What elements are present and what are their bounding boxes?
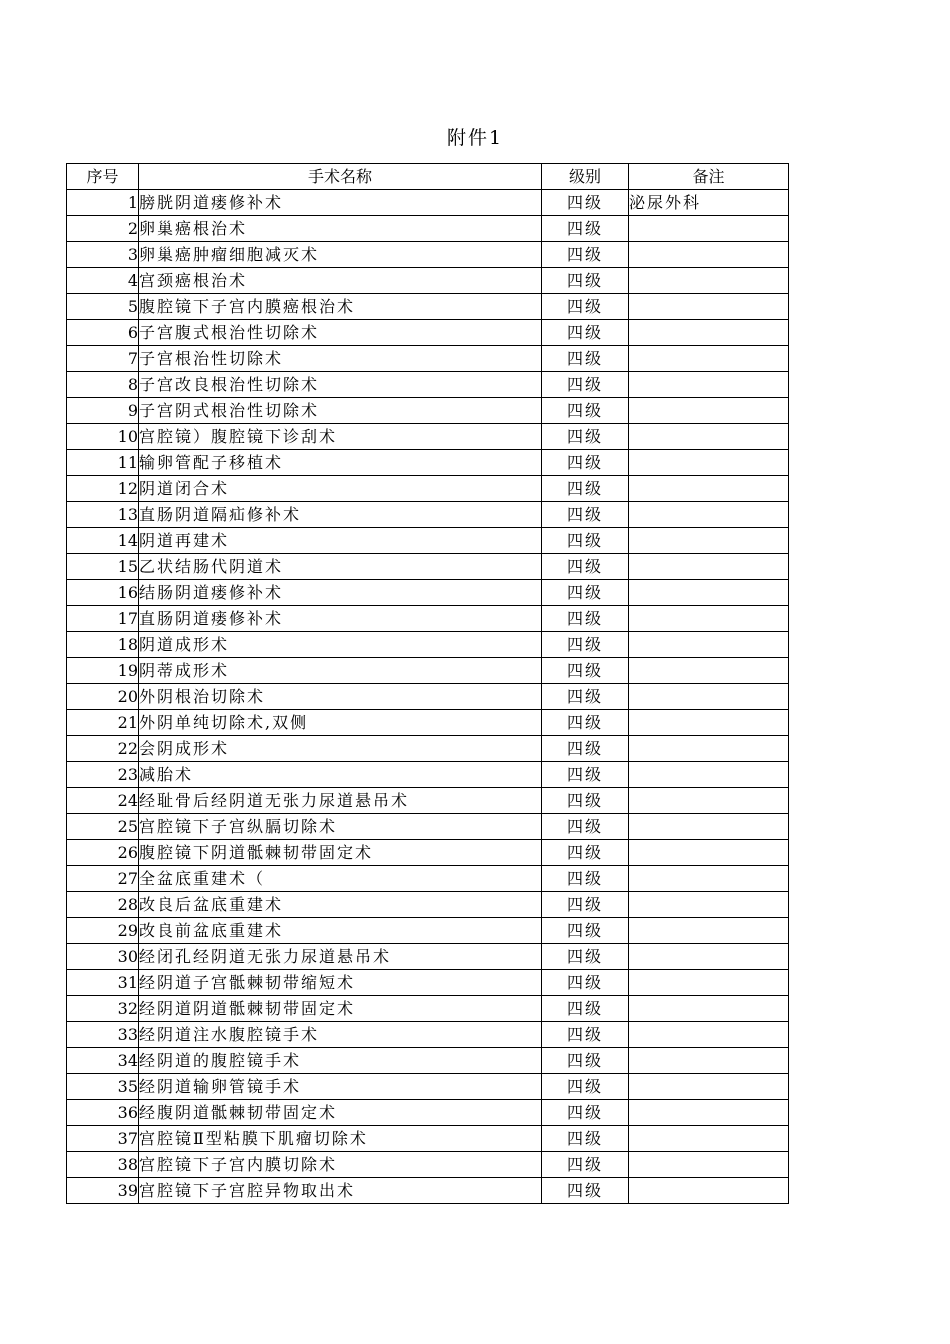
table-row: [67, 242, 789, 268]
table-row: [67, 294, 789, 320]
row-surgery-name: 阴道成形术: [139, 632, 542, 658]
row-index: 2: [67, 216, 139, 242]
row-surgery-name: 阴蒂成形术: [139, 658, 542, 684]
row-level: 四级: [542, 1048, 629, 1074]
row-level: 四级: [542, 398, 629, 424]
row-level: 四级: [542, 762, 629, 788]
row-index: 4: [67, 268, 139, 294]
row-note: [629, 424, 789, 450]
row-note: [629, 710, 789, 736]
row-surgery-name: 经闭孔经阴道无张力尿道悬吊术: [139, 944, 542, 970]
row-index: 17: [67, 606, 139, 632]
row-surgery-name: 改良后盆底重建术: [139, 892, 542, 918]
row-index: 11: [67, 450, 139, 476]
row-note: [629, 736, 789, 762]
table-row: [67, 1152, 789, 1178]
row-surgery-name: 外阴单纯切除术,双侧: [139, 710, 542, 736]
table-body: [67, 190, 789, 1204]
row-level: 四级: [542, 814, 629, 840]
row-level: 四级: [542, 554, 629, 580]
row-level: 四级: [542, 788, 629, 814]
row-surgery-name: 子宫腹式根治性切除术: [139, 320, 542, 346]
table-row: [67, 762, 789, 788]
table-row: [67, 944, 789, 970]
row-level: 四级: [542, 892, 629, 918]
row-note: 泌尿外科: [629, 190, 789, 216]
table-row: [67, 1048, 789, 1074]
row-note: [629, 866, 789, 892]
row-level: 四级: [542, 840, 629, 866]
row-surgery-name: 阴道闭合术: [139, 476, 542, 502]
row-surgery-name: 乙状结肠代阴道术: [139, 554, 542, 580]
row-level: 四级: [542, 294, 629, 320]
header-note: 备注: [629, 164, 789, 190]
row-index: 24: [67, 788, 139, 814]
row-surgery-name: 宫腔镜）腹腔镜下诊刮术: [139, 424, 542, 450]
row-note: [629, 970, 789, 996]
row-note: [629, 762, 789, 788]
row-level: 四级: [542, 736, 629, 762]
row-surgery-name: 宫腔镜Ⅱ型粘膜下肌瘤切除术: [139, 1126, 542, 1152]
row-index: 9: [67, 398, 139, 424]
table-row: [67, 632, 789, 658]
row-surgery-name: 结肠阴道瘘修补术: [139, 580, 542, 606]
row-surgery-name: 阴道再建术: [139, 528, 542, 554]
row-note: [629, 1178, 789, 1204]
row-index: 18: [67, 632, 139, 658]
row-surgery-name: 经阴道输卵管镜手术: [139, 1074, 542, 1100]
row-level: 四级: [542, 580, 629, 606]
table-row: [67, 684, 789, 710]
row-level: 四级: [542, 1022, 629, 1048]
row-surgery-name: 腹腔镜下阴道骶棘韧带固定术: [139, 840, 542, 866]
row-surgery-name: 直肠阴道瘘修补术: [139, 606, 542, 632]
row-level: 四级: [542, 684, 629, 710]
row-index: 31: [67, 970, 139, 996]
row-index: 14: [67, 528, 139, 554]
row-level: 四级: [542, 918, 629, 944]
row-level: 四级: [542, 372, 629, 398]
row-level: 四级: [542, 346, 629, 372]
table-row: [67, 580, 789, 606]
row-note: [629, 658, 789, 684]
row-note: [629, 476, 789, 502]
table-row: [67, 658, 789, 684]
row-level: 四级: [542, 658, 629, 684]
table-row: [67, 476, 789, 502]
row-index: 13: [67, 502, 139, 528]
row-surgery-name: 经阴道阴道骶棘韧带固定术: [139, 996, 542, 1022]
row-note: [629, 346, 789, 372]
header-name: 手术名称: [139, 164, 542, 190]
table-row: [67, 1074, 789, 1100]
table-row: [67, 866, 789, 892]
row-level: 四级: [542, 268, 629, 294]
row-index: 32: [67, 996, 139, 1022]
row-surgery-name: 宫腔镜下子宫纵膈切除术: [139, 814, 542, 840]
row-note: [629, 580, 789, 606]
row-note: [629, 294, 789, 320]
row-level: 四级: [542, 710, 629, 736]
table-row: [67, 398, 789, 424]
row-index: 21: [67, 710, 139, 736]
row-note: [629, 996, 789, 1022]
row-index: 34: [67, 1048, 139, 1074]
header-index: 序号: [67, 164, 139, 190]
row-note: [629, 1100, 789, 1126]
row-surgery-name: 经耻骨后经阴道无张力尿道悬吊术: [139, 788, 542, 814]
row-index: 36: [67, 1100, 139, 1126]
row-note: [629, 892, 789, 918]
table-header-row: [67, 164, 789, 190]
table-row: [67, 268, 789, 294]
row-note: [629, 606, 789, 632]
table-row: [67, 918, 789, 944]
table-row: [67, 788, 789, 814]
row-level: 四级: [542, 866, 629, 892]
row-index: 20: [67, 684, 139, 710]
row-index: 38: [67, 1152, 139, 1178]
table-row: [67, 1126, 789, 1152]
row-level: 四级: [542, 502, 629, 528]
header-level: 级别: [542, 164, 629, 190]
row-index: 10: [67, 424, 139, 450]
row-surgery-name: 经腹阴道骶棘韧带固定术: [139, 1100, 542, 1126]
table-row: [67, 892, 789, 918]
table-row: [67, 346, 789, 372]
row-note: [629, 554, 789, 580]
row-index: 39: [67, 1178, 139, 1204]
row-level: 四级: [542, 996, 629, 1022]
row-surgery-name: 子宫改良根治性切除术: [139, 372, 542, 398]
table-row: [67, 528, 789, 554]
row-surgery-name: 经阴道的腹腔镜手术: [139, 1048, 542, 1074]
row-note: [629, 528, 789, 554]
table-row: [67, 814, 789, 840]
table-row: [67, 606, 789, 632]
row-surgery-name: 子宫阴式根治性切除术: [139, 398, 542, 424]
row-surgery-name: 宫颈癌根治术: [139, 268, 542, 294]
table-row: [67, 840, 789, 866]
row-index: 28: [67, 892, 139, 918]
row-note: [629, 1022, 789, 1048]
row-index: 16: [67, 580, 139, 606]
table-row: [67, 424, 789, 450]
row-note: [629, 788, 789, 814]
table-row: [67, 190, 789, 216]
row-index: 3: [67, 242, 139, 268]
surgery-table: [66, 163, 789, 1204]
row-index: 15: [67, 554, 139, 580]
row-level: 四级: [542, 320, 629, 346]
row-index: 23: [67, 762, 139, 788]
row-index: 6: [67, 320, 139, 346]
row-index: 35: [67, 1074, 139, 1100]
row-level: 四级: [542, 1126, 629, 1152]
table-row: [67, 554, 789, 580]
row-note: [629, 320, 789, 346]
row-note: [629, 1152, 789, 1178]
row-note: [629, 814, 789, 840]
table-row: [67, 320, 789, 346]
row-index: 19: [67, 658, 139, 684]
row-surgery-name: 卵巢癌根治术: [139, 216, 542, 242]
row-level: 四级: [542, 970, 629, 996]
row-index: 30: [67, 944, 139, 970]
row-index: 7: [67, 346, 139, 372]
row-surgery-name: 膀胱阴道瘘修补术: [139, 190, 542, 216]
row-note: [629, 1074, 789, 1100]
table-row: [67, 1178, 789, 1204]
row-note: [629, 918, 789, 944]
row-note: [629, 372, 789, 398]
row-level: 四级: [542, 476, 629, 502]
row-note: [629, 242, 789, 268]
row-index: 12: [67, 476, 139, 502]
row-surgery-name: 腹腔镜下子宫内膜癌根治术: [139, 294, 542, 320]
row-note: [629, 268, 789, 294]
row-level: 四级: [542, 1152, 629, 1178]
row-level: 四级: [542, 632, 629, 658]
table-row: [67, 450, 789, 476]
row-note: [629, 944, 789, 970]
row-surgery-name: 子宫根治性切除术: [139, 346, 542, 372]
row-index: 5: [67, 294, 139, 320]
row-note: [629, 502, 789, 528]
row-note: [629, 450, 789, 476]
table-row: [67, 710, 789, 736]
table-row: [67, 736, 789, 762]
table-row: [67, 502, 789, 528]
row-level: 四级: [542, 424, 629, 450]
row-surgery-name: 外阴根治切除术: [139, 684, 542, 710]
row-note: [629, 684, 789, 710]
row-index: 8: [67, 372, 139, 398]
row-level: 四级: [542, 190, 629, 216]
row-index: 1: [67, 190, 139, 216]
row-index: 22: [67, 736, 139, 762]
table-row: [67, 216, 789, 242]
row-surgery-name: 直肠阴道隔疝修补术: [139, 502, 542, 528]
row-note: [629, 840, 789, 866]
row-note: [629, 632, 789, 658]
row-level: 四级: [542, 944, 629, 970]
table-row: [67, 1100, 789, 1126]
row-surgery-name: 卵巢癌肿瘤细胞减灭术: [139, 242, 542, 268]
row-surgery-name: 经阴道注水腹腔镜手术: [139, 1022, 542, 1048]
row-index: 27: [67, 866, 139, 892]
table-row: [67, 996, 789, 1022]
row-surgery-name: 经阴道子宫骶棘韧带缩短术: [139, 970, 542, 996]
row-note: [629, 398, 789, 424]
table-row: [67, 970, 789, 996]
row-surgery-name: 会阴成形术: [139, 736, 542, 762]
row-level: 四级: [542, 528, 629, 554]
row-surgery-name: 改良前盆底重建术: [139, 918, 542, 944]
row-level: 四级: [542, 1100, 629, 1126]
row-level: 四级: [542, 606, 629, 632]
table-row: [67, 372, 789, 398]
row-index: 37: [67, 1126, 139, 1152]
page-title: 附件1: [446, 127, 504, 149]
row-surgery-name: 输卵管配子移植术: [139, 450, 542, 476]
table-row: [67, 1022, 789, 1048]
row-index: 25: [67, 814, 139, 840]
row-surgery-name: 减胎术: [139, 762, 542, 788]
row-level: 四级: [542, 1074, 629, 1100]
row-level: 四级: [542, 1178, 629, 1204]
row-level: 四级: [542, 450, 629, 476]
row-level: 四级: [542, 242, 629, 268]
row-note: [629, 216, 789, 242]
row-index: 29: [67, 918, 139, 944]
row-surgery-name: 宫腔镜下子宫内膜切除术: [139, 1152, 542, 1178]
row-surgery-name: 全盆底重建术（: [139, 866, 542, 892]
row-level: 四级: [542, 216, 629, 242]
row-index: 26: [67, 840, 139, 866]
row-note: [629, 1126, 789, 1152]
row-note: [629, 1048, 789, 1074]
row-surgery-name: 宫腔镜下子宫腔异物取出术: [139, 1178, 542, 1204]
row-index: 33: [67, 1022, 139, 1048]
